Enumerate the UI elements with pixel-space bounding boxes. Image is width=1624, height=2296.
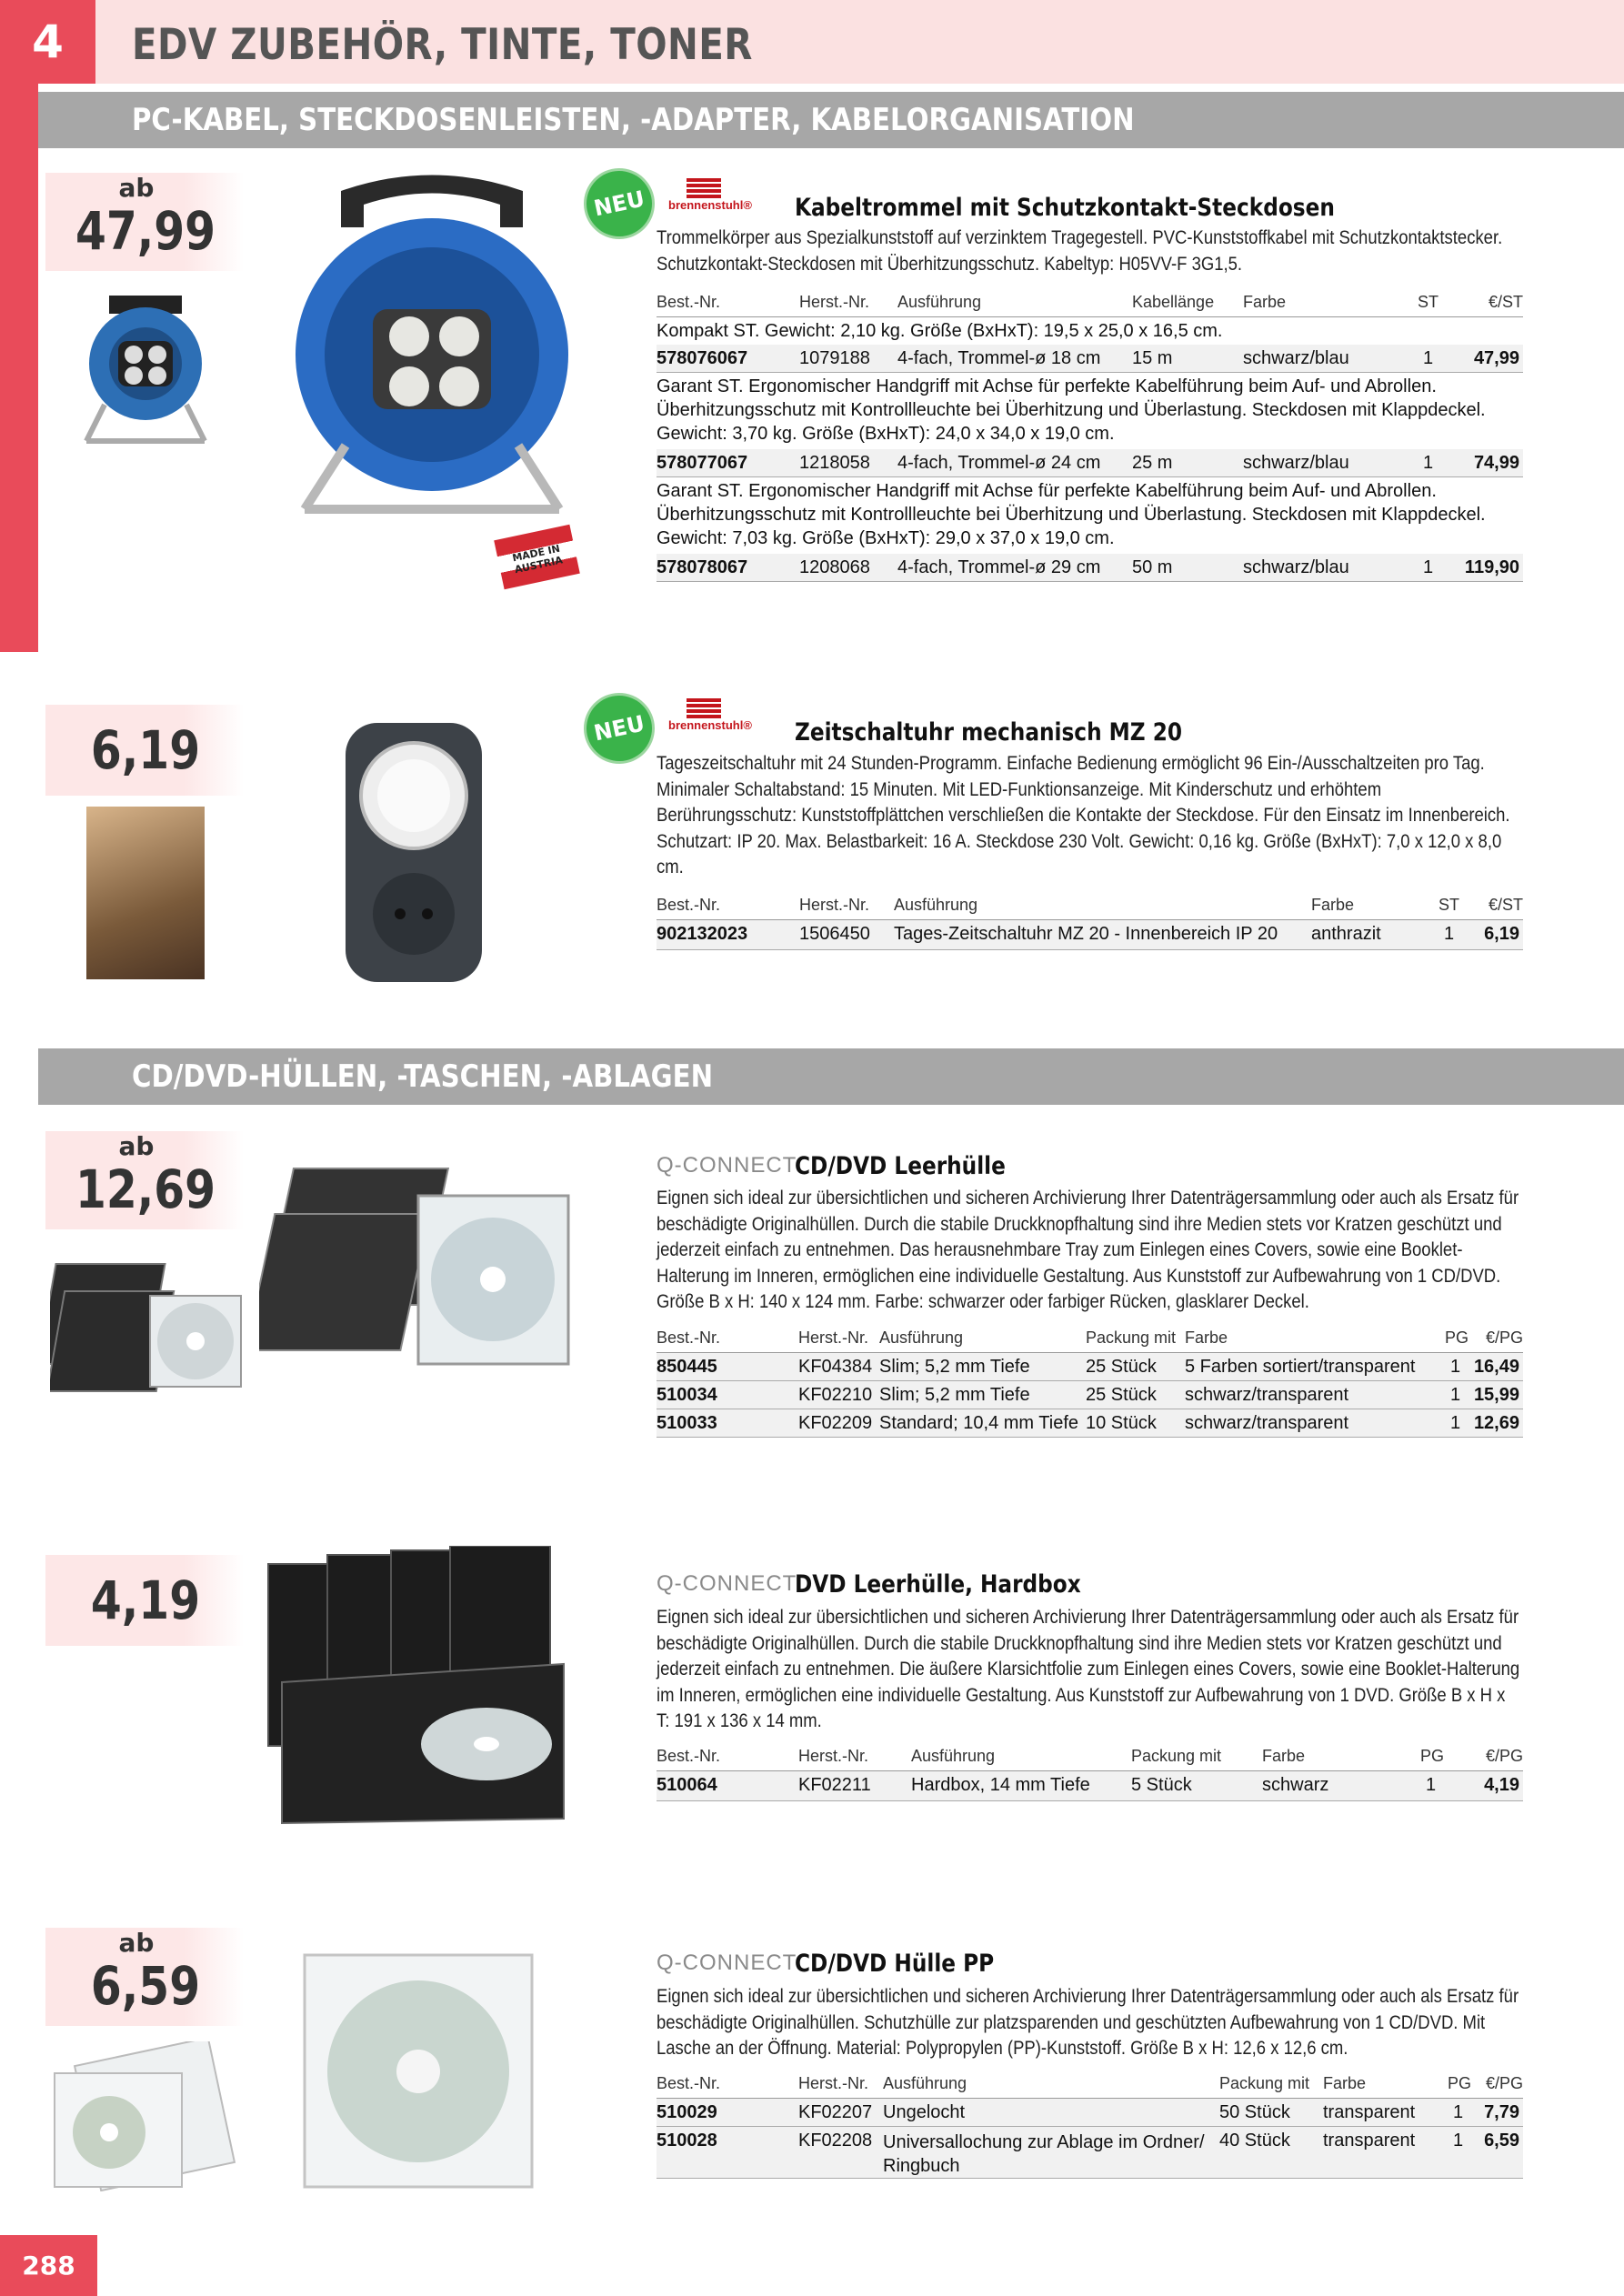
order-number: 578078067 [657, 557, 748, 577]
col-header: Best.-Nr. [657, 293, 721, 311]
price: 119,90 [1464, 557, 1519, 577]
mfr-number: KF04384 [798, 1357, 873, 1377]
col-header: Herst.-Nr. [798, 2074, 869, 2092]
table-header [657, 892, 1523, 920]
brennenstuhl-logo [668, 698, 752, 735]
q-connect-logo: Q-CONNECT [657, 1153, 797, 1178]
price: 12,69 [1473, 1413, 1519, 1433]
table-row [657, 449, 1523, 477]
product-description: Eignen sich ideal zur übersichtlichen und sicheren Archivierung Ihrer Datenträgersammlung oder auch als Ersatz für beschädigte Originalhüllen. Durch die stabile Druckknopfhaltung sind ihre Medien stets vor Kratzen geschützt und jederzeit einfach zu entnehmen. Die äußere Klarsichtfolie zum Einlegen eines Covers, sowie eine Booklet-Halterung im Inneren, ermöglichen eine individuelle Gestaltung. Aus Kunststoff zur Aufbewahrung von 1 DVD. Größe B x H x T: 191 x 136 x 14 mm. [657, 1607, 1520, 1731]
col-header: Best.-Nr. [657, 896, 721, 914]
mfr-number: 1208068 [799, 557, 870, 577]
cable-reel-large-image [277, 164, 577, 527]
col-header: PG [1448, 2074, 1472, 2092]
variant: Ungelocht [883, 2102, 966, 2122]
col-header: Packung mit [1086, 1328, 1177, 1347]
col-header: Ausführung [911, 1747, 996, 1765]
price: 47,99 [1473, 348, 1519, 368]
product-description: Eignen sich ideal zur übersichtlichen und sicheren Archivierung Ihrer Datenträgersammlung oder auch als Ersatz für beschädigte Originalhüllen. Schutzhülle zur platzsparenden und geschützten Aufbewahrung von 1 CD/DVD. Mit Lasche an der Öffnung. Material: Polypropylen (PP)-Kunststoff. Größe B x H: 12,6 x 12,6 cm. [657, 1986, 1519, 2059]
price-badge [45, 1928, 244, 2026]
product-table [657, 892, 1523, 950]
section-title-cd: CD/DVD-HÜLLEN, -TASCHEN, -ABLAGEN [132, 1058, 714, 1095]
col-header: ST [1439, 896, 1460, 914]
product-description: Trommelkörper aus Spezialkunststoff auf verzinktem Tragegestell. PVC-Kunststoffkabel mit Schutzkontaktstecker. Schutzkontakt-Steckdosen mit Überhitzungsschutz. Kabeltyp: H05VV-F 3G1,5. [657, 227, 1503, 275]
order-number: 510028 [657, 2131, 717, 2151]
product-table [657, 1743, 1523, 1801]
q-connect-logo: Q-CONNECT [657, 1950, 797, 1975]
product-description: Eignen sich ideal zur übersichtlichen und sicheren Archivierung Ihrer Datenträgersammlung oder auch als Ersatz für beschädigte Originalhüllen. Durch die stabile Druckknopfhaltung sind ihre Medien stets vor Kratzen geschützt und jederzeit einfach zu entnehmen. Das herausnehmbare Tray zum Einlegen eines Covers, sowie eine Booklet-Halterung im Inneren, ermöglichen eine individuelle Gestaltung. Aus Kunststoff zur Aufbewahrung von 1 CD/DVD. Größe B x H: 140 x 124 mm. Farbe: schwarzer oder farbiger Rücken, glasklarer Deckel. [657, 1188, 1519, 1312]
timer-switch-image [336, 718, 496, 991]
order-number: 578077067 [657, 453, 748, 473]
table-header [657, 289, 1523, 317]
color: schwarz/transparent [1185, 1413, 1349, 1433]
page-number: 288 [0, 2235, 97, 2296]
price-value: 4,19 [90, 1569, 201, 1631]
product-table [657, 289, 1523, 582]
order-number: 510029 [657, 2102, 717, 2122]
variant: 4-fach, Trommel-ø 24 cm [897, 453, 1101, 473]
unit: 1 [1453, 2131, 1464, 2151]
cd-cases-small-image [50, 1246, 246, 1414]
table-row [657, 554, 1523, 582]
variant: Tages-Zeitschaltuhr MZ 20 - Innenbereich IP 20 [894, 924, 1278, 944]
brennenstuhl-logo [668, 178, 752, 215]
col-header: Best.-Nr. [657, 1747, 721, 1765]
order-number: 578076067 [657, 348, 748, 368]
col-header: Farbe [1311, 896, 1355, 914]
price-badge [45, 1555, 244, 1646]
pack-size: 25 Stück [1086, 1385, 1157, 1405]
unit: 1 [1450, 1413, 1461, 1433]
pack-size: 25 Stück [1086, 1357, 1157, 1377]
made-in-label: MADE IN AUSTRIA [511, 542, 564, 577]
order-number: 510033 [657, 1413, 717, 1433]
mfr-number: 1218058 [799, 453, 870, 473]
price: 4,19 [1484, 1775, 1519, 1795]
col-header: Packung mit [1131, 1747, 1222, 1765]
price-badge [45, 705, 244, 796]
price-badge [45, 173, 244, 271]
mfr-number: KF02211 [798, 1775, 871, 1795]
variant-note: Garant ST. Ergonomischer Handgriff mit Achse für perfekte Kabelführung beim Auf- und Abrollen. Überhitzungsschutz mit Kontrollleuchte bei Überhitzung und Überlastung. Steckdosen mit Klappdeckel. Gewicht: 3,70 kg. Größe (BxHxT): 24,0 x 34,0 x 19,0 cm. [657, 373, 1523, 449]
col-header: Packung mit [1219, 2074, 1310, 2092]
dvd-hardbox-image [264, 1546, 577, 1828]
table-header [657, 2070, 1523, 2099]
cd-sleeve-small-image [50, 2041, 241, 2191]
table-header [657, 1325, 1523, 1353]
variant-note: Kompakt ST. Gewicht: 2,10 kg. Größe (BxHxT): 19,5 x 25,0 x 16,5 cm. [657, 317, 1523, 345]
cable-length: 50 m [1132, 557, 1173, 577]
mfr-number: KF02210 [798, 1385, 873, 1405]
order-number: 902132023 [657, 924, 748, 944]
order-number: 510034 [657, 1385, 717, 1405]
col-header: Ausführung [897, 293, 982, 311]
product-title: CD/DVD Leerhülle [795, 1152, 1006, 1180]
col-header: PG [1420, 1747, 1445, 1765]
unit: 1 [1453, 2102, 1464, 2122]
chapter-title: EDV ZUBEHÖR, TINTE, TONER [132, 20, 753, 70]
table-header [657, 1743, 1523, 1771]
unit: 1 [1450, 1385, 1461, 1405]
table-row [657, 920, 1523, 950]
col-header: €/PG [1485, 1747, 1523, 1765]
col-header: Best.-Nr. [657, 2074, 721, 2092]
col-header: ST [1418, 293, 1439, 311]
col-header: Ausführung [894, 896, 978, 914]
color: transparent [1323, 2102, 1416, 2122]
cd-sleeve-large-image [300, 1950, 536, 2191]
col-header: Herst.-Nr. [798, 1328, 869, 1347]
unit: 1 [1423, 348, 1434, 368]
color: schwarz/blau [1243, 348, 1349, 368]
col-header: Farbe [1185, 1328, 1228, 1347]
brand-name: brennenstuhl® [668, 718, 752, 732]
product-title: Zeitschaltuhr mechanisch MZ 20 [795, 718, 1183, 747]
product-title: Kabeltrommel mit Schutzkontakt-Steckdosen [795, 194, 1335, 222]
table-row [657, 1771, 1523, 1801]
variant: Standard; 10,4 mm Tiefe [879, 1413, 1079, 1433]
section-title-cables: PC-KABEL, STECKDOSENLEISTEN, -ADAPTER, KABELORGANISATION [132, 102, 1135, 138]
color: schwarz/transparent [1185, 1385, 1349, 1405]
color: anthrazit [1311, 924, 1381, 944]
table-row [657, 2099, 1523, 2127]
col-header: Herst.-Nr. [799, 293, 870, 311]
table-row [657, 1409, 1523, 1438]
pack-size: 10 Stück [1086, 1413, 1157, 1433]
cd-cases-large-image [259, 1159, 582, 1391]
mfr-number: KF02207 [798, 2102, 873, 2122]
col-header: PG [1445, 1328, 1469, 1347]
brand-name: brennenstuhl® [668, 198, 752, 212]
price: 15,99 [1473, 1385, 1519, 1405]
col-header: Ausführung [879, 1328, 964, 1347]
col-header: Farbe [1323, 2074, 1367, 2092]
col-header: Herst.-Nr. [798, 1747, 869, 1765]
cable-length: 15 m [1132, 348, 1173, 368]
product-table [657, 1325, 1523, 1438]
pack-size: 50 Stück [1219, 2102, 1290, 2122]
neu-badge: NEU [580, 689, 657, 767]
col-header: €/ST [1488, 896, 1523, 914]
product-title: DVD Leerhülle, Hardbox [795, 1570, 1081, 1599]
unit: 1 [1426, 1775, 1437, 1795]
table-row [657, 1353, 1523, 1381]
price-badge [45, 1131, 244, 1229]
mfr-number: 1506450 [799, 924, 870, 944]
pack-size: 40 Stück [1219, 2131, 1290, 2151]
price: 74,99 [1473, 453, 1519, 473]
price-prefix: ab [118, 173, 155, 203]
order-number: 510064 [657, 1775, 717, 1795]
variant-note: Garant ST. Ergonomischer Handgriff mit Achse für perfekte Kabelführung beim Auf- und Abrollen. Überhitzungsschutz mit Kontrollleuchte bei Überhitzung und Überlastung. Steckdosen mit Klappdeckel. Gewicht: 7,03 kg. Größe (BxHxT): 29,0 x 37,0 x 19,0 cm. [657, 477, 1523, 554]
price: 7,79 [1484, 2102, 1519, 2122]
q-connect-logo: Q-CONNECT [657, 1571, 797, 1596]
price: 16,49 [1473, 1357, 1519, 1377]
chapter-number: 4 [0, 0, 95, 84]
color: schwarz/blau [1243, 453, 1349, 473]
variant: Slim; 5,2 mm Tiefe [879, 1385, 1030, 1405]
price: 6,59 [1484, 2131, 1519, 2151]
mfr-number: KF02209 [798, 1413, 873, 1433]
variant: Hardbox, 14 mm Tiefe [911, 1775, 1090, 1795]
variant: Universallochung zur Ablage im Ordner/ Ringbuch [883, 2132, 1205, 2176]
color: 5 Farben sortiert/transparent [1185, 1357, 1416, 1377]
variant: Slim; 5,2 mm Tiefe [879, 1357, 1030, 1377]
cable-reel-small-image [68, 277, 223, 459]
col-header: Best.-Nr. [657, 1328, 721, 1347]
variant: 4-fach, Trommel-ø 18 cm [897, 348, 1101, 368]
mfr-number: KF02208 [798, 2131, 873, 2151]
col-header: Farbe [1262, 1747, 1306, 1765]
col-header: Kabellänge [1132, 293, 1215, 311]
price-prefix: ab [118, 1928, 155, 1958]
unit: 1 [1444, 924, 1455, 944]
price-prefix: ab [118, 1131, 155, 1161]
col-header: €/PG [1485, 1328, 1523, 1347]
col-header: €/ST [1488, 293, 1523, 311]
product-description: Tageszeitschaltuhr mit 24 Stunden-Programm. Einfache Bedienung ermöglicht 96 Ein-/Ausschaltzeiten pro Tag. Minimaler Schaltabstand: 15 Minuten. Mit LED-Funktionsanzeige. Mit Kinderschutz und erhöhtem Berührungsschutz: Kunststoffplättchen verschließen die Kontakte der Steckdose. Für den Einsatz im Innenbereich. Schutzart: IP 20. Max. Belastbarkeit: 16 A. Steckdose 230 Volt. Gewicht: 0,16 kg. Größe (BxHxT): 7,0 x 12,0 x 8,0 cm. [657, 753, 1510, 877]
table-row [657, 1381, 1523, 1409]
col-header: Farbe [1243, 293, 1287, 311]
brand-bars-icon [687, 698, 721, 718]
order-number: 850445 [657, 1357, 717, 1377]
pack-size: 5 Stück [1131, 1775, 1192, 1795]
color: schwarz [1262, 1775, 1329, 1795]
unit: 1 [1423, 453, 1434, 473]
made-in-austria-flag [494, 525, 580, 589]
mfr-number: 1079188 [799, 348, 870, 368]
unit: 1 [1423, 557, 1434, 577]
price-value: 12,69 [75, 1158, 216, 1220]
col-header: Ausführung [883, 2074, 967, 2092]
price-value: 6,19 [90, 719, 201, 781]
price-value: 6,59 [90, 1955, 201, 2017]
product-title: CD/DVD Hülle PP [795, 1950, 995, 1978]
cable-length: 25 m [1132, 453, 1173, 473]
unit: 1 [1450, 1357, 1461, 1377]
table-row [657, 345, 1523, 373]
variant: 4-fach, Trommel-ø 29 cm [897, 557, 1101, 577]
price-value: 47,99 [75, 200, 216, 262]
side-tab [0, 0, 38, 652]
price: 6,19 [1484, 924, 1519, 944]
product-table [657, 2070, 1523, 2179]
color: transparent [1323, 2131, 1416, 2151]
col-header: Herst.-Nr. [799, 896, 870, 914]
brand-bars-icon [687, 178, 721, 198]
table-row [657, 2127, 1523, 2179]
color: schwarz/blau [1243, 557, 1349, 577]
col-header: €/PG [1485, 2074, 1523, 2092]
neu-badge: NEU [580, 165, 657, 242]
room-photo-image [86, 807, 205, 979]
